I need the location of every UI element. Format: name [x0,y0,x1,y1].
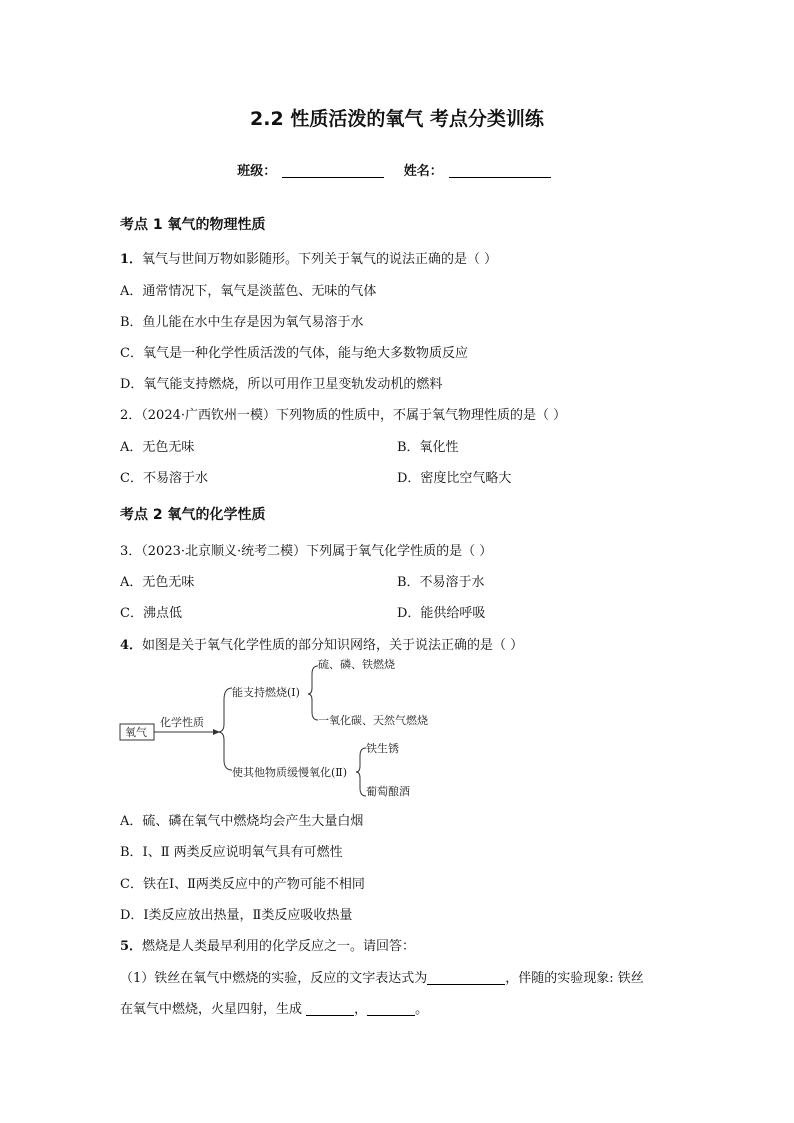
q1-option-c[interactable]: C．氧气是一种化学性质活泼的气体，能与绝大多数物质反应 [120,346,468,361]
student-info-line [0,160,794,179]
q5-part1-line2 [120,998,428,1017]
branch-2-item-2: 葡萄酿酒 [366,785,410,798]
q5-stem [120,935,415,954]
q1-option-b[interactable]: B．鱼儿能在水中生存是因为氧气易溶于水 [120,315,364,330]
arrow-label: 化学性质 [160,716,204,729]
branch-1-brace [308,666,318,720]
q3-option-b[interactable]: B．不易溶于水 [397,575,485,590]
q2-stem: 2．（2024·广西钦州一模）下列物质的性质中，不属于氧气物理性质的是（ ） [120,408,567,423]
branch-2-item-1: 铁生锈 [366,742,399,755]
q4-stem-text: 如图是关于氧气化学性质的部分知识网络，关于说法正确的是（ ） [142,638,524,653]
q1-option-d[interactable]: D．氧气能支持燃烧，所以可用作卫星变轨发动机的燃料 [120,377,443,392]
q4-option-c[interactable]: C．铁在Ⅰ、Ⅱ两类反应中的产物可能不相同 [120,877,365,892]
q5-expression-blank[interactable] [427,970,505,985]
q5-part1-separator: ， [354,1002,368,1017]
branch-1-label: 能支持燃烧(Ⅰ) [232,686,300,699]
q4-option-a[interactable]: A．硫、磷在氧气中燃烧均会产生大量白烟 [120,814,364,829]
name-blank[interactable] [449,163,551,178]
q3-option-d[interactable]: D．能供给呼吸 [397,606,486,621]
branch-2-brace [356,748,366,796]
q5-part1-text-b: ，伴随的实验现象: 铁丝 [505,971,644,986]
q1-option-a[interactable]: A．通常情况下，氧气是淡蓝色、无味的气体 [120,284,377,299]
q1-number: 1． [120,252,143,267]
page-title: 2.2 性质活泼的氧气 考点分类训练 [250,108,544,130]
q5-stem-text: 燃烧是人类最早利用的化学反应之一。请回答： [142,939,416,954]
class-blank[interactable] [282,163,384,178]
q5-part1-text-c: 在氧气中燃烧，火星四射，生成 [120,1002,303,1017]
q2-option-a[interactable]: A．无色无味 [120,440,195,455]
q5-part1-end: 。 [415,1002,429,1017]
q5-part1-line1 [120,967,644,986]
branch-2-label: 使其他物质缓慢氧化(Ⅱ) [232,766,348,779]
q3-option-a[interactable]: A．无色无味 [120,575,195,590]
q2-option-c[interactable]: C．不易溶于水 [120,471,208,486]
oxygen-knowledge-network-diagram [110,652,450,802]
q3-stem: 3．（2023·北京顺义·统考二模）下列属于氧气化学性质的是（ ） [120,544,493,559]
q1-stem-text: 氧气与世间万物如影随形。下列关于氧气的说法正确的是（ ） [142,252,498,267]
q2-option-b[interactable]: B．氧化性 [397,440,459,455]
q4-option-d[interactable]: D．Ⅰ类反应放出热量，Ⅱ类反应吸收热量 [120,908,353,923]
q5-number: 5． [120,939,143,954]
q5-part1-text-a: （1）铁丝在氧气中燃烧的实验，反应的文字表达式为 [120,971,428,986]
q4-number: 4． [120,638,143,653]
name-label: 姓名： [403,164,443,179]
q5-product-blank-2[interactable] [367,1001,415,1016]
section-1-heading: 考点 1 氧气的物理性质 [120,217,266,233]
section-2-heading: 考点 2 氧气的化学性质 [120,507,266,523]
branch-1-item-1: 硫、磷、铁燃烧 [318,658,395,671]
q4-option-b[interactable]: B．Ⅰ、Ⅱ 两类反应说明氧气具有可燃性 [120,845,343,860]
root-label: 氧气 [125,726,147,739]
q5-product-blank-1[interactable] [306,1001,354,1016]
class-label: 班级： [237,164,277,179]
q3-option-c[interactable]: C．沸点低 [120,606,182,621]
q1-stem [120,248,497,267]
branch-1-item-2: 一氧化碳、天然气燃烧 [318,714,428,727]
main-brace [218,688,232,770]
q4-stem [120,634,523,653]
q2-option-d[interactable]: D．密度比空气略大 [397,471,512,486]
